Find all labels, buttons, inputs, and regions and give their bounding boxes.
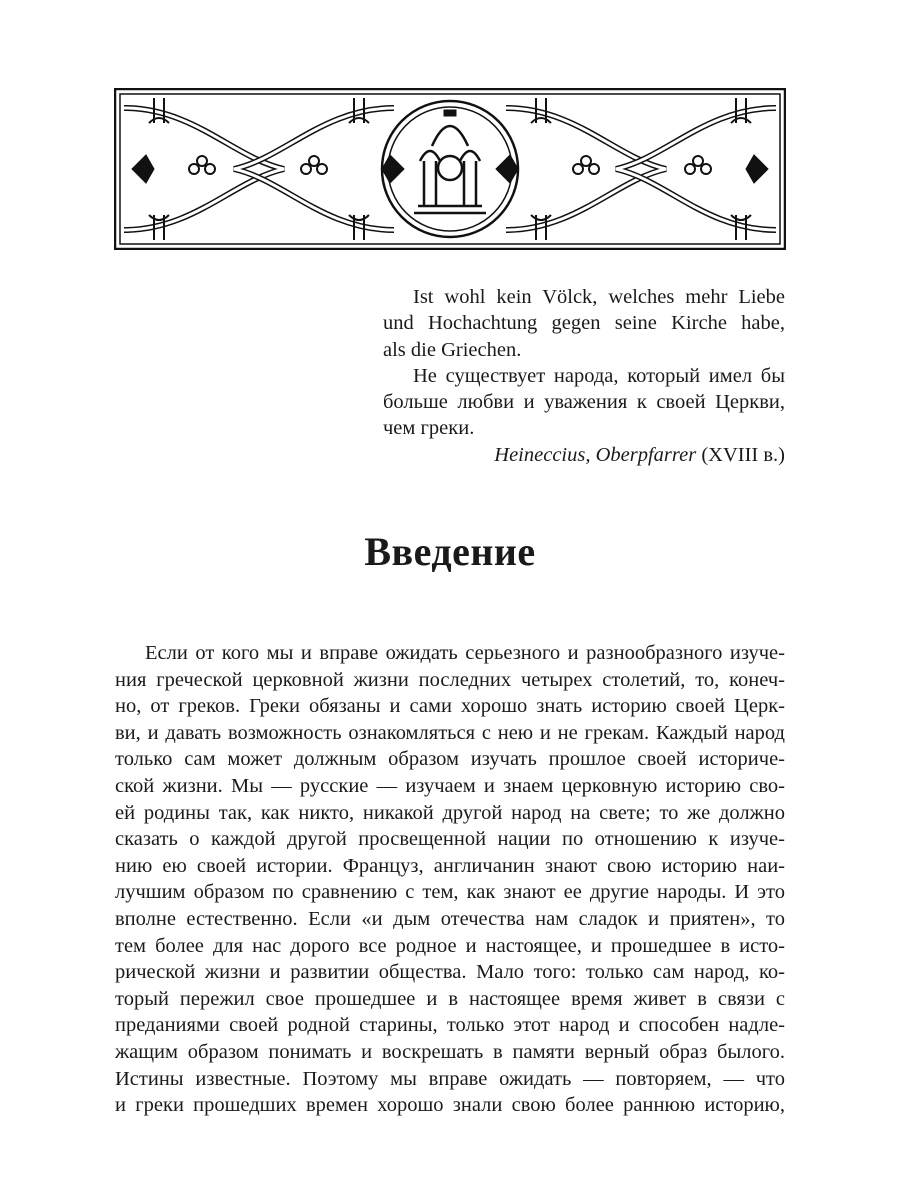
body-line: сказать о каждой другой просвещенной нации по отношению к изуче- — [115, 828, 785, 851]
body-line: рической жизни и развитии общества. Мало того: только сам народ, ко- — [115, 961, 785, 984]
body-line: лучшим образом по сравнению с тем, как знают ее другие народы. И это — [115, 881, 785, 904]
ornamental-header-band — [114, 88, 786, 250]
epigraph-line: Не существует народа, который имел бы — [413, 364, 785, 387]
body-line: но, от греков. Греки обязаны и сами хорошо знать историю своей Церк- — [115, 695, 785, 718]
body-line: ния греческой церковной жизни последних четырех столетий, то, конеч- — [115, 668, 785, 691]
body-line: Истины известные. Поэтому мы вправе ожидать — повторяем, — что — [115, 1067, 785, 1090]
body-line: жащим образом понимать и воскрешать в памяти верный образ былого. — [115, 1040, 785, 1063]
body-line: и греки прошедших времен хорошо знали свою более раннюю историю, — [115, 1094, 785, 1117]
epigraph-line: und Hochachtung gegen seine Kirche habe, — [383, 312, 785, 335]
epigraph — [383, 284, 785, 468]
body-line: ской жизни. Мы — русские — изучаем и знаем церковную историю сво- — [115, 774, 785, 797]
body-line: преданиями своей родной старины, только этот народ и способен надле- — [115, 1014, 785, 1037]
body-line: только сам может должным образом изучать прошлое своей историче- — [115, 748, 785, 771]
epigraph-line: Ist wohl kein Völck, welches mehr Liebe — [413, 286, 785, 308]
body-line: тем более для нас дорого все родное и настоящее, и прошедшее в исто- — [115, 934, 785, 957]
epigraph-source — [383, 442, 785, 468]
body-text — [115, 640, 785, 1119]
chapter-title: Введение — [364, 529, 536, 574]
epigraph-century: (XVIII в.) — [701, 443, 785, 466]
epigraph-line: als die Griechen. — [383, 338, 522, 361]
epigraph-author: Heineccius, Oberpfarrer — [494, 443, 697, 466]
body-line: ви, и давать возможность ознакомляться с нею и не грекам. Каждый народ — [115, 721, 785, 744]
body-line: Если от кого мы и вправе ожидать серьезного и разнообразного изуче- — [145, 642, 785, 664]
epigraph-line: больше любви и уважения к своей Церкви, — [383, 391, 785, 414]
body-line: торый пережил свое прошедшее и в настоящее время живет в связи с — [115, 987, 785, 1010]
epigraph-line: чем греки. — [383, 417, 475, 440]
body-line: нию ею своей истории. Француз, англичанин знают свою историю наи- — [115, 854, 785, 877]
body-line: вполне естественно. Если «и дым отечества нам сладок и приятен», то — [115, 907, 785, 930]
body-line: ей родины так, как никто, никакой другой народ на свете; то же должно — [115, 801, 785, 824]
